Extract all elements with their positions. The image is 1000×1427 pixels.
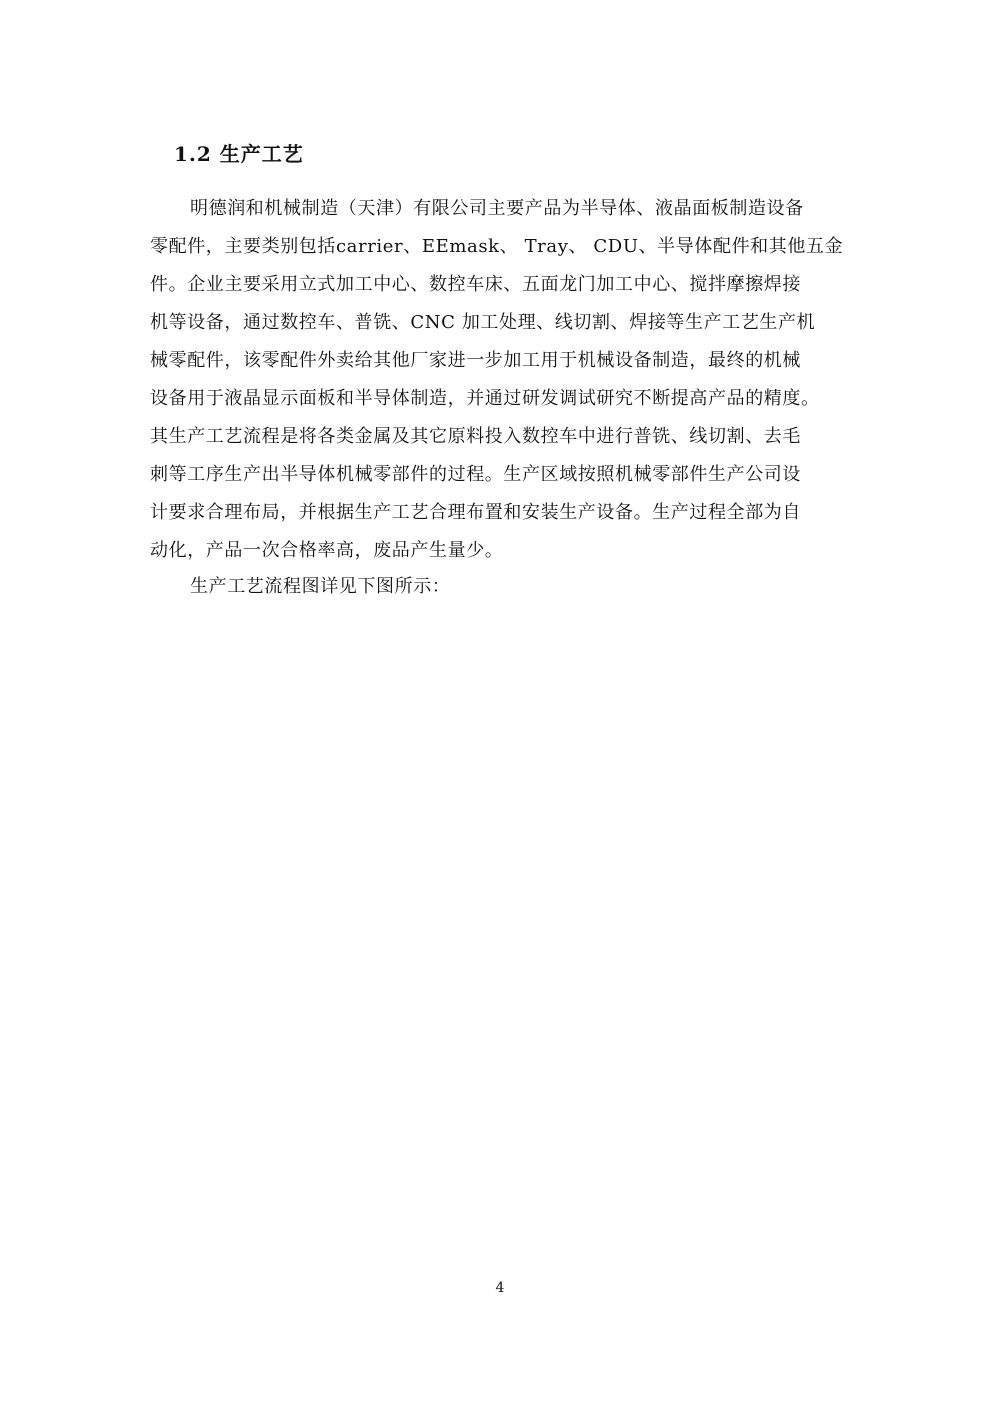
paragraph-line: 机等设备，通过数控车、普铣、CNC 加工处理、线切割、焊接等生产工艺生产机 [150,312,816,333]
paragraph-line: 刺等工序生产出半导体机械零部件的过程。生产区域按照机械零部件生产公司设 [150,464,801,485]
paragraph-line: 零配件，主要类别包括carrier、EEmask、 Tray、 CDU、半导体配件和其他五金 [150,236,844,257]
paragraph-line: 动化，产品一次合格率高，废品产生量少。 [150,540,504,561]
paragraph-line: 设备用于液晶显示面板和半导体制造，并通过研发调试研究不断提高产品的精度。 [150,388,820,409]
paragraph-line: 其生产工艺流程是将各类金属及其它原料投入数控车中进行普铣、线切割、去毛 [150,426,801,447]
body-paragraph [150,190,870,570]
paragraph-line: 械零配件，该零配件外卖给其他厂家进一步加工用于机械设备制造，最终的机械 [150,350,801,371]
figure-intro-text: 生产工艺流程图详见下图所示： [190,576,451,597]
paragraph-line: 明德润和机械制造（天津）有限公司主要产品为半导体、液晶面板制造设备 [190,198,804,219]
paragraph-line: 计要求合理布局，并根据生产工艺合理布置和安装生产设备。生产过程全部为自 [150,502,801,523]
page-number: 4 [495,1280,505,1296]
paragraph-line: 件。企业主要采用立式加工中心、数控车床、五面龙门加工中心、搅拌摩擦焊接 [150,274,801,295]
section-heading: 1.2 生产工艺 [174,142,304,166]
